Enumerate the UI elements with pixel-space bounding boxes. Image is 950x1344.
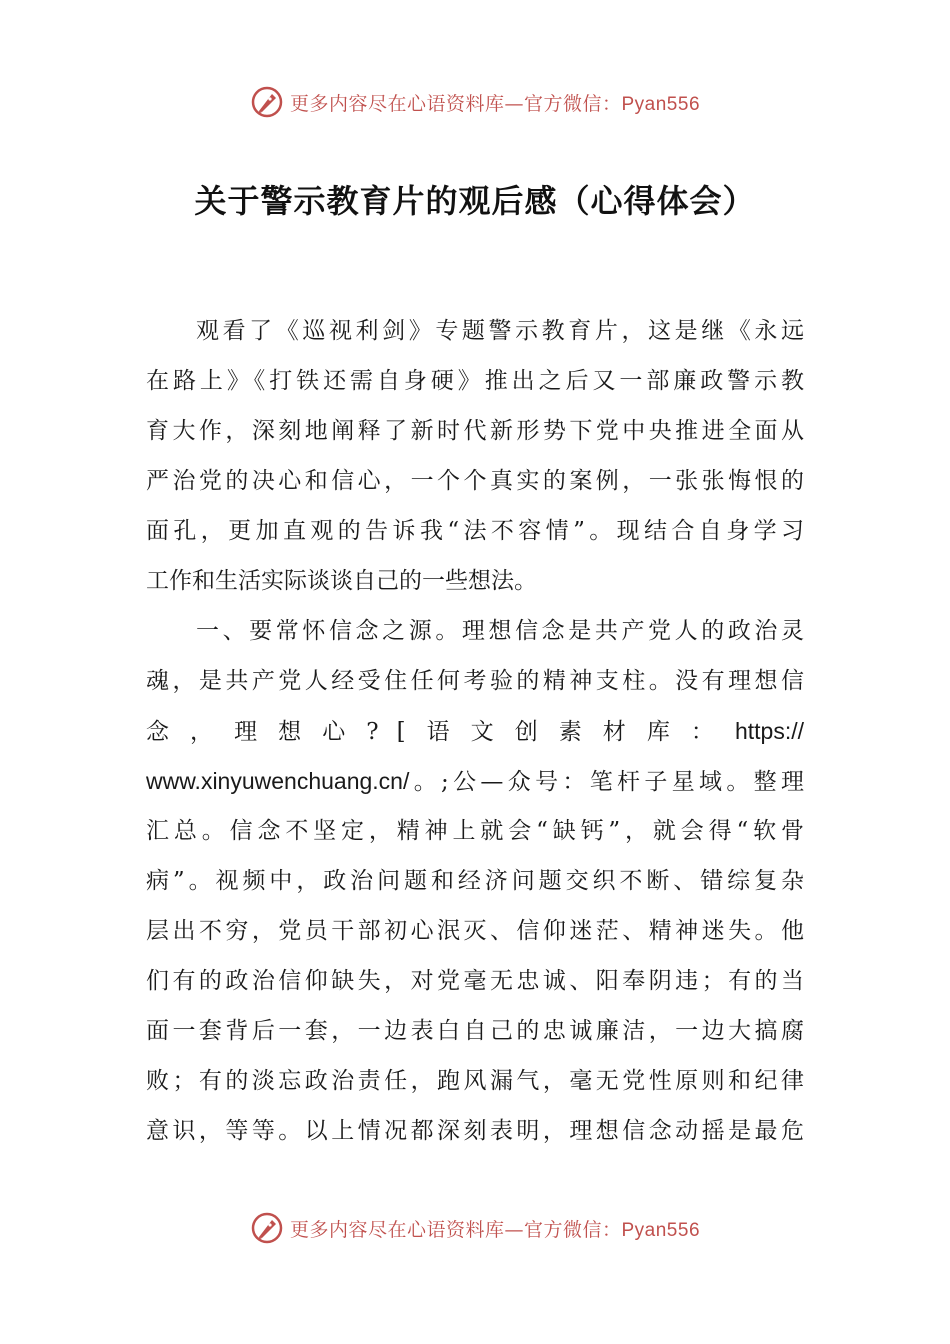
body-line: 们有的政治信仰缺失，对党毫无忠诚、阳奉阴违；有的当 bbox=[146, 968, 804, 994]
body-line: 面一套背后一套，一边表白自己的忠诚廉洁，一边大搞腐 bbox=[146, 1018, 804, 1044]
body-line: 在路上》《打铁还需自身硬》推出之后又一部廉政警示教 bbox=[146, 368, 804, 394]
body-line: 观看了《巡视利剑》专题警示教育片，这是继《永远 bbox=[196, 318, 804, 344]
source-url-part1[interactable]: https:// bbox=[734, 718, 804, 744]
body-line: 严治党的决心和信心，一个个真实的案例，一张张悔恨的 bbox=[146, 468, 804, 494]
body-line: 败；有的淡忘政治责任，跑风漏气，毫无党性原则和纪律 bbox=[146, 1068, 804, 1094]
page-title: 关于警示教育片的观后感（心得体会） bbox=[194, 182, 756, 220]
footer-wechat-account: Pyan556 bbox=[621, 1219, 701, 1241]
body-line: www.xinyuwenchuang.cn/。;公—众号：笔杆子星域。整理 bbox=[146, 768, 804, 795]
body-line: 病”。视频中，政治问题和经济问题交织不断、错综复杂 bbox=[146, 868, 804, 894]
header-banner-text: 更多内容尽在心语资料库—官方微信：Pyan556 bbox=[289, 92, 701, 115]
body-line: 意识，等等。以上情况都深刻表明，理想信念动摇是最危 bbox=[146, 1118, 804, 1144]
body-line: 面孔，更加直观的告诉我“法不容情”。现结合自身学习 bbox=[146, 518, 804, 544]
body-line: 念，理想心?[语文创素材库：https:// bbox=[146, 718, 804, 745]
source-url-part2[interactable]: www.xinyuwenchuang.cn/ bbox=[146, 768, 410, 794]
body-line: 层出不穷，党员干部初心泯灭、信仰迷茫、精神迷失。他 bbox=[146, 918, 804, 944]
pen-nib-logo-icon bbox=[250, 1211, 284, 1245]
pen-nib-logo-icon bbox=[250, 85, 284, 119]
footer-banner bbox=[0, 1208, 950, 1248]
header-banner bbox=[0, 82, 950, 122]
document-body bbox=[146, 306, 804, 1156]
body-line: 育大作，深刻地阐释了新时代新形势下党中央推进全面从 bbox=[146, 418, 804, 444]
body-line: 一、要常怀信念之源。理想信念是共产党人的政治灵 bbox=[196, 618, 804, 644]
body-line: 魂，是共产党人经受住任何考验的精神支柱。没有理想信 bbox=[146, 668, 804, 694]
header-wechat-account: Pyan556 bbox=[621, 93, 701, 115]
footer-banner-text: 更多内容尽在心语资料库—官方微信：Pyan556 bbox=[289, 1218, 701, 1241]
body-line: 汇总。信念不坚定，精神上就会“缺钙”，就会得“软骨 bbox=[146, 818, 804, 844]
body-line: 工作和生活实际谈谈自己的一些想法。 bbox=[146, 568, 537, 594]
